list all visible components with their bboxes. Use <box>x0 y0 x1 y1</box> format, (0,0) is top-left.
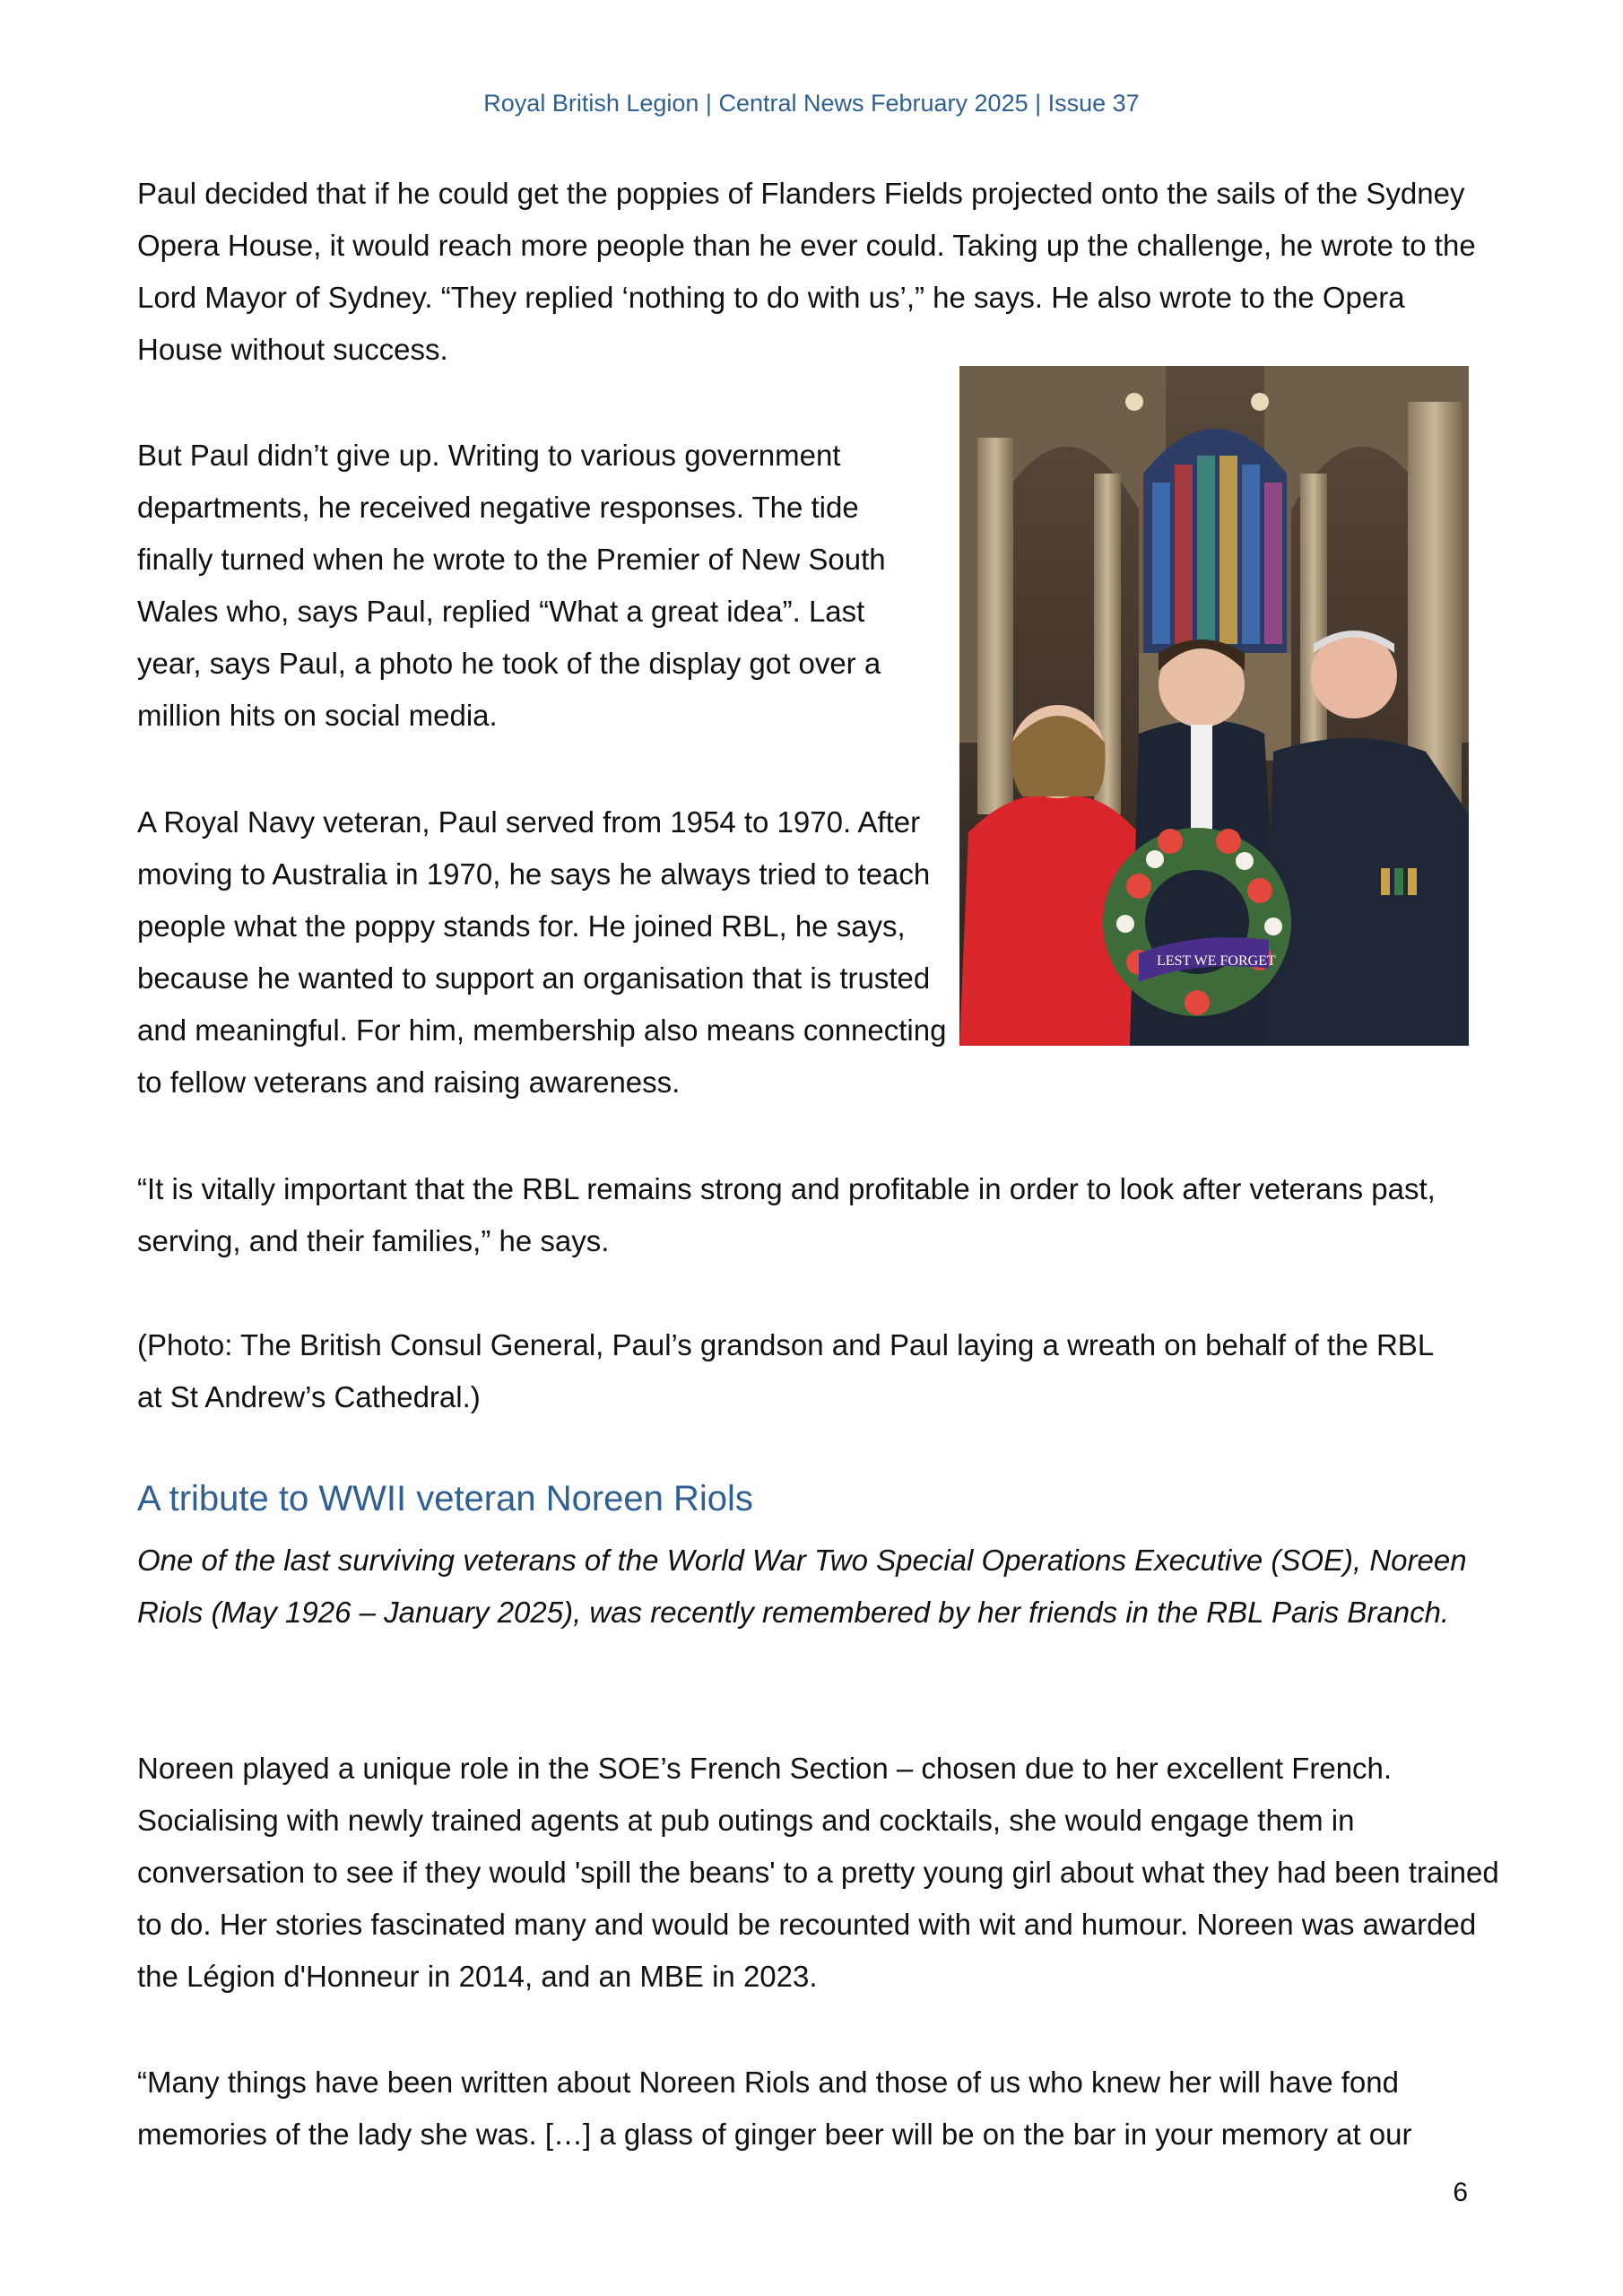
section-heading: A tribute to WWII veteran Noreen Riols <box>137 1479 753 1518</box>
paragraph-text: A Royal Navy veteran, Paul served from 1954 to 1970. After moving to Australia in 1970, he says he always tried to teach people what the poppy stands for. He joined RBL, he says, because he wanted to support an organisation that is trusted and meaningful. For him, membership also means connecting to fellow veterans and raising awareness. <box>137 805 947 1099</box>
paragraph-soe-role <box>137 1743 1500 2003</box>
article-intro <box>137 1535 1500 1639</box>
paragraph-memories <box>137 2057 1500 2161</box>
running-header: Royal British Legion | Central News February 2025 | Issue 37 <box>483 90 1140 117</box>
cathedral-wreath-photo <box>959 366 1469 1046</box>
paragraph-quote <box>137 1163 1464 1267</box>
paragraph-persistence <box>137 430 935 742</box>
paragraph-text: “Many things have been written about Noreen Riols and those of us who knew her will have fond memories of the lady she was. […] a glass of ginger beer will be on the bar in your memory at our <box>137 2066 1412 2151</box>
intro-text: One of the last surviving veterans of the World War Two Special Operations Executive (SOE), Noreen Riols (May 1926 – January 2025), was recently remembered by her friends in the RBL Paris Branch. <box>137 1544 1467 1629</box>
paragraph-text: Noreen played a unique role in the SOE’s French Section – chosen due to her excellent French. Socialising with newly trained agents at pub outings and cocktails, she would engage them in conversation to see if they would 'spill the beans' to a pretty young girl about what they had been trained to do. Her stories fascinated many and would be recounted with wit and humour. Noreen was awarded the Légion d'Honneur in 2014, and an MBE in 2023. <box>137 1752 1499 1993</box>
wreath-ribbon-text: LEST WE FORGET <box>1157 953 1276 969</box>
paragraph-royal-navy <box>137 796 953 1109</box>
paragraph-opera-house <box>137 168 1482 376</box>
page-number: 6 <box>1453 2178 1468 2207</box>
paragraph-text: “It is vitally important that the RBL remains strong and profitable in order to look after veterans past, serving, and their families,” he says. <box>137 1172 1436 1257</box>
paragraph-text: But Paul didn’t give up. Writing to various government departments, he received negative responses. The tide finally turned when he wrote to the Premier of New South Wales who, says Paul, replied “What a great idea”. Last year, says Paul, a photo he took of the display got over a million hits on social media. <box>137 439 886 732</box>
caption-text: (Photo: The British Consul General, Paul’s grandson and Paul laying a wreath on behalf of the RBL at St Andrew’s Cathedral.) <box>137 1328 1433 1413</box>
photo-caption <box>137 1319 1464 1423</box>
paragraph-text: Paul decided that if he could get the poppies of Flanders Fields projected onto the sails of the Sydney Opera House, it would reach more people than he ever could. Taking up the challenge, he wrote to the Lord Mayor of Sydney. “They replied ‘nothing to do with us’,” he says. He also wrote to the Opera House without success. <box>137 177 1476 366</box>
